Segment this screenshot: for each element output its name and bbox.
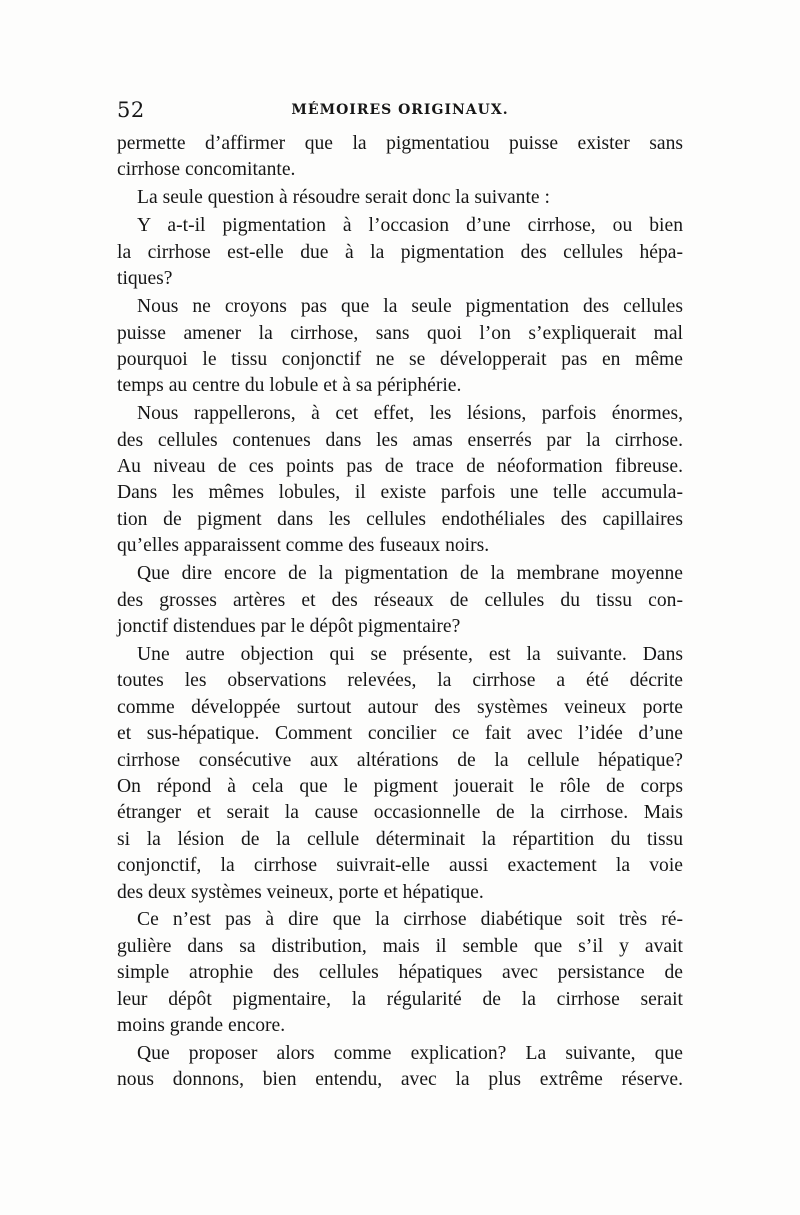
paragraph: [117, 642, 683, 906]
text-line: tion de pigment dans les cellules endothéliales des capillaires: [117, 508, 683, 530]
paragraph: [117, 907, 683, 1039]
text-line: pourquoi le tissu conjonctif ne se développerait pas en même: [117, 348, 683, 370]
text-line: tiques?: [117, 268, 173, 290]
text-line: Dans les mêmes lobules, il existe parfois une telle accumula-: [117, 482, 683, 504]
text-line: puisse amener la cirrhose, sans quoi l’on s’expliquerait mal: [117, 322, 683, 344]
paragraph: [117, 185, 683, 211]
text-line: cirrhose concomitante.: [117, 159, 296, 181]
text-line: des deux systèmes veineux, porte et hépatique.: [117, 881, 484, 903]
text-line: si la lésion de la cellule déterminait la répartition du tissu: [117, 828, 683, 850]
text-line: Y a-t-il pigmentation à l’occasion d’une cirrhose, ou bien: [137, 215, 683, 237]
text-line: permette d’affirmer que la pigmentatiou puisse exister sans: [117, 133, 683, 154]
text-line: Que proposer alors comme explication? La suivante, que: [137, 1043, 683, 1065]
text-line: comme développée surtout autour des systèmes veineux porte: [117, 696, 683, 718]
paragraph: [117, 561, 683, 640]
paragraph: [117, 131, 683, 184]
paragraph: [117, 294, 683, 400]
text-line: leur dépôt pigmentaire, la régularité de la cirrhose serait: [117, 988, 683, 1010]
text-line: Au niveau de ces points pas de trace de néoformation fibreuse.: [117, 456, 683, 478]
page-header: [117, 98, 683, 124]
text-line: conjonctif, la cirrhose suivrait-elle aussi exactement la voie: [117, 855, 683, 877]
text-line: des grosses artères et des réseaux de cellules du tissu con-: [117, 589, 683, 611]
text-line: simple atrophie des cellules hépatiques avec persistance de: [117, 962, 683, 984]
text-line: Que dire encore de la pigmentation de la membrane moyenne: [137, 563, 683, 585]
text-line: toutes les observations relevées, la cirrhose a été décrite: [117, 670, 683, 692]
text-line: gulière dans sa distribution, mais il semble que s’il y avait: [117, 935, 683, 957]
text-line: Nous rappellerons, à cet effet, les lésions, parfois énormes,: [137, 403, 683, 425]
text-line: qu’elles apparaissent comme des fuseaux noirs.: [117, 535, 490, 557]
text-line: Une autre objection qui se présente, est la suivante. Dans: [137, 643, 683, 665]
paragraph: [117, 1041, 683, 1094]
text-line: temps au centre du lobule et à sa périphérie.: [117, 375, 462, 397]
text-line: Nous ne croyons pas que la seule pigmentation des cellules: [137, 296, 683, 318]
running-title: MÉMOIRES ORIGINAUX.: [291, 102, 509, 118]
text-line: cirrhose consécutive aux altérations de la cellule hépatique?: [117, 749, 683, 771]
text-line: la cirrhose est-elle due à la pigmentation des cellules hépa-: [117, 241, 683, 263]
text-line: jonctif distendues par le dépôt pigmentaire?: [117, 616, 461, 637]
text-line: On répond à cela que le pigment jouerait le rôle de corps: [117, 775, 683, 797]
text-line: des cellules contenues dans les amas enserrés par la cirrhose.: [117, 429, 683, 451]
text-line: et sus-hépatique. Comment concilier ce fait avec l’idée d’une: [117, 723, 683, 745]
text-line: étranger et serait la cause occasionnelle de la cirrhose. Mais: [117, 802, 683, 824]
text-line: Ce n’est pas à dire que la cirrhose diabétique soit très ré-: [137, 909, 683, 931]
paragraph: [117, 213, 683, 292]
text-line: nous donnons, bien entendu, avec la plus extrême réserve.: [117, 1069, 683, 1091]
body-text: [117, 131, 683, 1094]
paragraph: [117, 401, 683, 559]
page-number: 52: [117, 98, 145, 122]
text-line: La seule question à résoudre serait donc la suivante :: [137, 187, 550, 209]
text-line: moins grande encore.: [117, 1015, 286, 1037]
